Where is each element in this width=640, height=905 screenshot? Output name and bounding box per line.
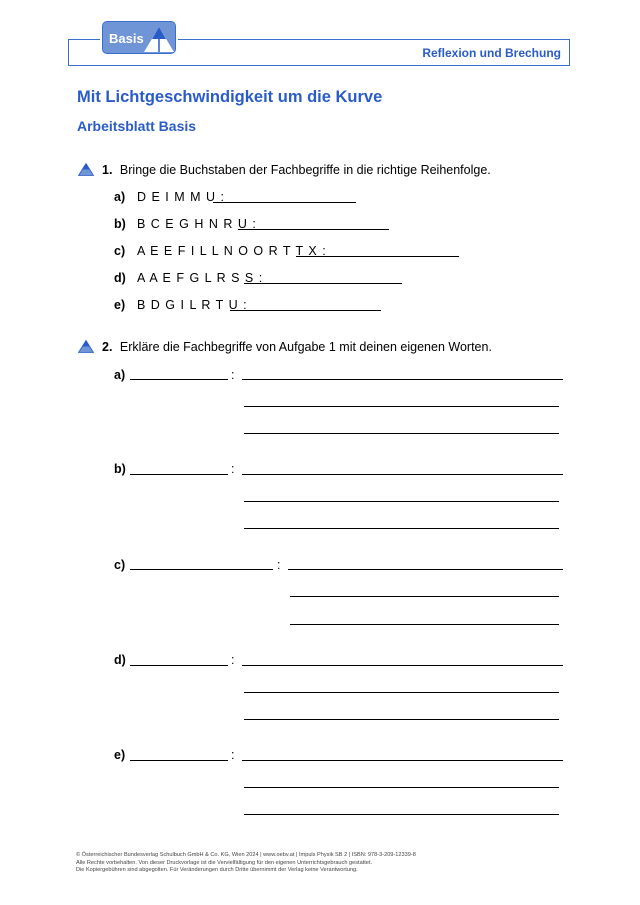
term-line[interactable] (130, 760, 228, 761)
task-pyramid-icon (78, 163, 94, 176)
explanation-line[interactable] (242, 474, 563, 475)
explanation-line[interactable] (242, 379, 563, 380)
task1-number: 1. (102, 163, 113, 177)
explanation-line[interactable] (244, 501, 559, 502)
basis-logo (100, 21, 178, 56)
scrambled-letters: B C E G H N R U : (137, 217, 257, 231)
footer-line: Die Kopiergebühren sind abgegolten. Für Veränderungen durch Dritte übernimmt der Verlag keine Verantwortung. (76, 867, 358, 873)
item-label: d) (114, 653, 126, 667)
explanation-line[interactable] (244, 692, 559, 693)
pyramid-icon (143, 26, 175, 53)
footer (76, 852, 416, 875)
task1-text: Bringe die Buchstaben der Fachbegriffe in die richtige Reihenfolge. (119, 163, 491, 177)
explanation-line[interactable] (242, 665, 563, 666)
item-label: b) (114, 462, 126, 476)
item-label: c) (114, 558, 126, 572)
answer-line[interactable] (244, 283, 402, 284)
explanation-line[interactable] (290, 624, 559, 625)
item-label: d) (114, 271, 126, 285)
explanation-line[interactable] (244, 406, 559, 407)
colon: : (231, 462, 235, 476)
scrambled-letters: A E E F I L L N O O R T T X : (137, 244, 327, 258)
task2-number: 2. (102, 340, 113, 354)
explanation-line[interactable] (244, 433, 559, 434)
logo-text: Basis (109, 31, 144, 46)
colon: : (277, 558, 281, 572)
scrambled-letters: B D G I L R T U : (137, 298, 248, 312)
scrambled-letters: D E I M M U : (137, 190, 225, 204)
term-line[interactable] (130, 569, 273, 570)
explanation-line[interactable] (288, 569, 563, 570)
item-label: b) (114, 217, 126, 231)
colon: : (231, 653, 235, 667)
item-label: e) (114, 298, 126, 312)
colon: : (231, 368, 235, 382)
task1-instruction (102, 163, 491, 177)
colon: : (231, 748, 235, 762)
task2-text: Erkläre die Fachbegriffe von Aufgabe 1 mit deinen eigenen Worten. (119, 340, 492, 354)
task-pyramid-icon (78, 340, 94, 353)
explanation-line[interactable] (244, 528, 559, 529)
explanation-line[interactable] (244, 719, 559, 720)
explanation-line[interactable] (242, 760, 563, 761)
footer-line: Alle Rechte vorbehalten. Von dieser Druckvorlage ist die Vervielfältigung für den eigenen Unterrichtsgebrauch gestattet. (76, 859, 373, 866)
answer-line[interactable] (230, 310, 381, 311)
item-label: c) (114, 244, 126, 258)
answer-line[interactable] (213, 202, 356, 203)
worksheet-title: Mit Lichtgeschwindigkeit um die Kurve (77, 88, 383, 106)
item-label: a) (114, 190, 126, 204)
item-label: e) (114, 748, 126, 762)
worksheet-subtitle: Arbeitsblatt Basis (77, 118, 197, 134)
explanation-line[interactable] (244, 814, 559, 815)
term-line[interactable] (130, 474, 228, 475)
header-title: Reflexion und Brechung (422, 46, 561, 60)
footer-line: © Österreichischer Bundesverlag Schulbuch GmbH & Co. KG, Wien 2024 | www.oebv.at | Impuls Physik SB 2 | ISBN: 978-3-209-12339-8 (76, 852, 416, 858)
answer-line[interactable] (238, 229, 389, 230)
term-line[interactable] (130, 665, 228, 666)
item-label: a) (114, 368, 126, 382)
logo-box (102, 21, 176, 54)
answer-line[interactable] (296, 256, 459, 257)
task2-instruction (102, 340, 492, 354)
scrambled-letters: A A E F G L R S S : (137, 271, 264, 285)
explanation-line[interactable] (244, 787, 559, 788)
explanation-line[interactable] (290, 596, 559, 597)
term-line[interactable] (130, 379, 228, 380)
